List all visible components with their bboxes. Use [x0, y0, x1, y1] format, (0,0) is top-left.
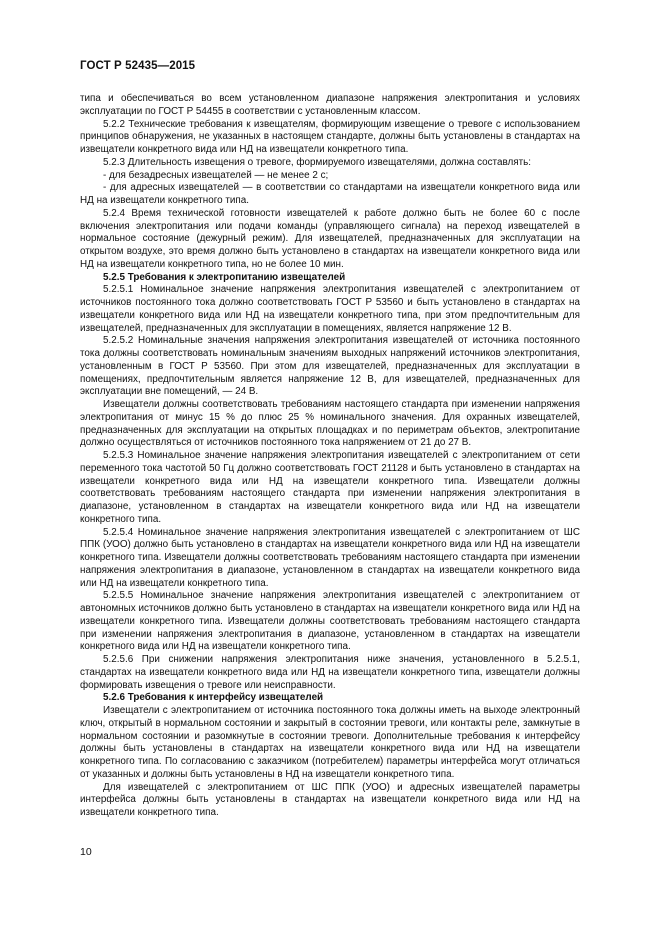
paragraph-continuation: типа и обеспечиваться во всем установленном диапазоне напряжения электропитания и условиях эксплуатации по ГОСТ Р 54455 в соответствии с установленным классом. — [80, 93, 580, 117]
paragraph-interface-ppk: Для извещателей с электропитанием от ШС ППК (УОО) и адресных извещателей параметры интерфейса должны быть установлены в стандартах на извещатели конкретного вида или НД на извещатели конкретного типа. — [80, 781, 580, 818]
paragraph-5-2-3: 5.2.3 Длительность извещения о тревоге, формируемого извещателями, должна составлять: — [103, 156, 531, 168]
section-heading-5-2-6: 5.2.6 Требования к интерфейсу извещателей — [103, 692, 324, 704]
paragraph-5-2-5-3: 5.2.5.3 Номинальное значение напряжения электропитания извещателей с электропитанием от сети переменного тока частотой 50 Гц должно соответствовать ГОСТ 21128 и быть установлено в стандартах на извещатели конкретного вида или НД на извещатели конкретного типа. Извещатели должны соответствовать требованиям настоящего стандарта при изменении напряжения электропитания в диапазоне, установленном в стандартах на извещатели конкретного вида или НД на извещатели конкретного типа. — [80, 450, 580, 525]
document-header: ГОСТ Р 52435—2015 — [80, 60, 196, 72]
paragraph-5-2-5-1: 5.2.5.1 Номинальное значение напряжения электропитания извещателей с электропитанием от источников постоянного тока должно соответствовать ГОСТ Р 53560 и быть установлено в стандартах на извещатели конкретного вида или НД на извещатели конкретного типа, при этом предпочтительным для извещателей, предназначенных для эксплуатации в помещениях, является напряжение 12 В. — [80, 284, 580, 334]
list-item-address: - для адресных извещателей — в соответствии со стандартами на извещатели конкретного вида или НД на извещатели конкретного типа. — [80, 182, 580, 206]
paragraph-5-2-5-5: 5.2.5.5 Номинальное значение напряжения электропитания извещателей с электропитанием от автономных источников должно быть установлено в стандартах на извещатели конкретного вида или НД на извещатели конкретного типа. Извещатели должны соответствовать требованиям настоящего стандарта при изменении напряжения электропитания в диапазоне, установленном в стандартах на извещатели конкретного вида или НД на извещатели конкретного типа. — [80, 590, 580, 653]
paragraph-5-2-5-4: 5.2.5.4 Номинальное значение напряжения электропитания извещателей с электропитанием от ШС ППК (УОО) должно быть установлено в стандартах на извещатели конкретного вида или НД на извещатели конкретного типа. Извещатели должны соответствовать требованиям настоящего стандарта при изменении напряжения электропитания в диапазоне, установленном в стандартах на извещатели конкретного вида или НД на извещатели конкретного типа. — [80, 526, 580, 589]
list-item-nonaddress: - для безадресных извещателей — не менее 2 с; — [103, 169, 329, 181]
document-body — [80, 93, 580, 820]
paragraph-interface-dc: Извещатели с электропитанием от источника постоянного тока должны иметь на выходе электронный ключ, открытый в нормальном состоянии и закрытый в состоянии тревоги, или контакты реле, замкнутые в нормальном состоянии и разомкнутые в состоянии тревоги. Дополнительные требования к интерфейсу должны быть установлены в стандартах на извещатели конкретного вида или НД на извещатели конкретного типа. По согласованию с заказчиком (потребителем) параметры интерфейса могут отличаться от указанных и должны быть установлены в НД на извещатели конкретного типа. — [80, 705, 580, 780]
page-number: 10 — [80, 846, 92, 858]
paragraph-5-2-5-2: 5.2.5.2 Номинальные значения напряжения электропитания извещателей от источника постоянного тока должны соответствовать номинальным значениям выходных напряжений источников электропитания, установленным в ГОСТ Р 53560. При этом для извещателей, предназначенных для эксплуатации в помещениях, предпочтительным является напряжение 12 В, для извещателей, предназначенных для эксплуатации вне помещений, — 24 В. — [80, 335, 580, 398]
paragraph-voltage-range: Извещатели должны соответствовать требованиям настоящего стандарта при изменении напряжения электропитания от минус 15 % до плюс 25 % номинального значения. Для охранных извещателей, предназначенных для эксплуатации на открытых площадках и по периметрам объектов, электропитание должно осуществляться от источников постоянного тока напряжением от 21 до 27 В. — [80, 399, 580, 449]
paragraph-5-2-4: 5.2.4 Время технической готовности извещателей к работе должно быть не более 60 с после включения электропитания или подачи команды (управляющего сигнала) на переход извещателей в нормальное состояние (дежурный режим). Для извещателей, предназначенных для эксплуатации на открытом воздухе, это время должно быть установлено в стандартах на извещатели конкретного вида или НД на извещатели конкретного типа, но не более 10 мин. — [80, 207, 580, 270]
paragraph-5-2-2: 5.2.2 Технические требования к извещателям, формирующим извещение о тревоге с использованием принципов обнаружения, не указанных в настоящем стандарте, должны быть установлены в стандартах на извещатели конкретного вида или НД на извещатели конкретного типа. — [80, 118, 580, 155]
paragraph-5-2-5-6: 5.2.5.6 При снижении напряжения электропитания ниже значения, установленного в 5.2.5.1, стандартах на извещатели конкретного вида или НД на извещатели конкретного типа, извещатели должны формировать извещения о тревоге или неисправности. — [80, 654, 580, 691]
section-heading-5-2-5: 5.2.5 Требования к электропитанию извещателей — [103, 271, 346, 283]
